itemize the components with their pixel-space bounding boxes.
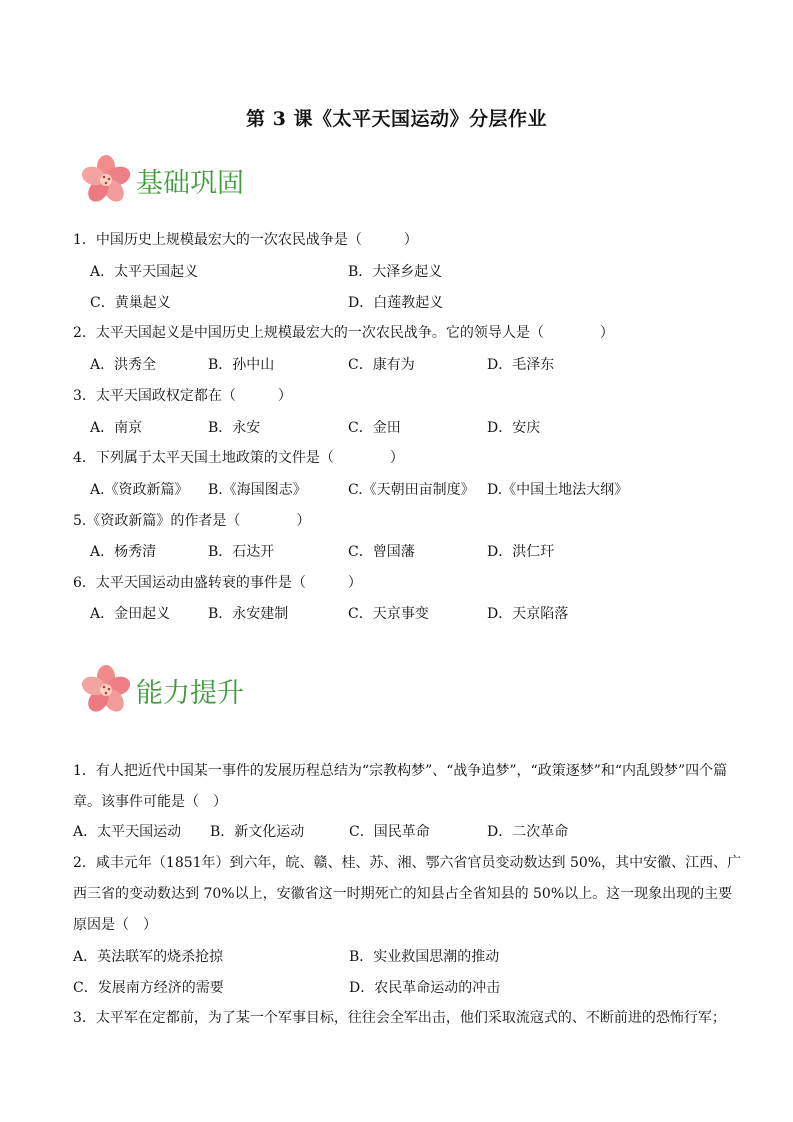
option: B．永安 [208, 420, 261, 436]
option: C．黄巢起义 [90, 295, 171, 311]
option: A．英法联军的烧杀抢掠 [73, 949, 224, 965]
option: A．太平天国运动 [73, 824, 182, 840]
question-stem-cont: 原因是（ ） [73, 917, 157, 933]
section-basic-header [76, 152, 244, 208]
question-stem-cont: 章。该事件可能是（ ） [73, 794, 227, 810]
option: B．永安建制 [208, 606, 289, 622]
option: B．孙中山 [208, 357, 275, 373]
flower-icon [76, 152, 134, 208]
question-stem: 2．太平天国起义是中国历史上规模最宏大的一次农民战争。它的领导人是（ ） [73, 325, 614, 341]
option: C.《天朝田亩制度》 [348, 482, 475, 498]
option: B.《海国图志》 [208, 482, 307, 498]
question-stem: 3．太平天国政权定都在（ ） [73, 388, 292, 404]
question-stem: 1．中国历史上规模最宏大的一次农民战争是（ ） [73, 232, 418, 248]
option: D．安庆 [487, 420, 541, 436]
question-stem: 5.《资政新篇》的作者是（ ） [73, 513, 311, 529]
option: D．农民革命运动的冲击 [349, 980, 501, 996]
option: B．大泽乡起义 [348, 264, 443, 280]
option: A．太平天国起义 [90, 264, 199, 280]
option: C．国民革命 [349, 824, 430, 840]
option: A．南京 [90, 420, 143, 436]
option: A．洪秀全 [90, 357, 157, 373]
question-stem: 3．太平军在定都前，为了某一个军事目标，往往会全军出击，他们采取流寇式的、不断前进的恐怖行军； [73, 1010, 726, 1026]
section-advanced-title: 能力提升 [136, 677, 244, 709]
section-advanced-header [76, 662, 244, 718]
option: C．天京事变 [348, 606, 429, 622]
option: A.《资政新篇》 [90, 482, 189, 498]
section-basic-title: 基础巩固 [136, 167, 244, 199]
option: C．金田 [348, 420, 401, 436]
question-stem: 2．咸丰元年（1851年）到六年，皖、赣、桂、苏、湘、鄂六省官员变动数达到 50%，其中安徽、江西、广 [73, 855, 742, 871]
option: A．金田起义 [90, 606, 171, 622]
question-stem: 1．有人把近代中国某一事件的发展历程总结为“宗教构梦”、“战争追梦”，“政策逐梦”和“内乱毁梦”四个篇 [73, 763, 728, 779]
option: A．杨秀清 [90, 544, 157, 560]
flower-icon [76, 662, 134, 718]
option: B．新文化运动 [210, 824, 305, 840]
question-stem-cont: 西三省的变动数达到 70%以上，安徽省这一时期死亡的知县占全省知县的 50%以上。这一现象出现的主要 [73, 886, 733, 902]
page-title: 第 3 课《太平天国运动》分层作业 [246, 108, 547, 130]
option: D．二次革命 [487, 824, 569, 840]
question-stem: 4．下列属于太平天国土地政策的文件是（ ） [73, 450, 404, 466]
option: B．石达开 [208, 544, 275, 560]
option: D．天京陷落 [487, 606, 569, 622]
option: C．曾国藩 [348, 544, 415, 560]
option: D.《中国土地法大纲》 [487, 482, 629, 498]
option: D．洪仁玕 [487, 544, 555, 560]
option: B．实业救国思潮的推动 [349, 949, 500, 965]
option: C．康有为 [348, 357, 415, 373]
option: D．毛泽东 [487, 357, 555, 373]
question-stem: 6．太平天国运动由盛转衰的事件是（ ） [73, 575, 362, 591]
option: C．发展南方经济的需要 [73, 980, 224, 996]
option: D．白莲教起义 [348, 295, 444, 311]
